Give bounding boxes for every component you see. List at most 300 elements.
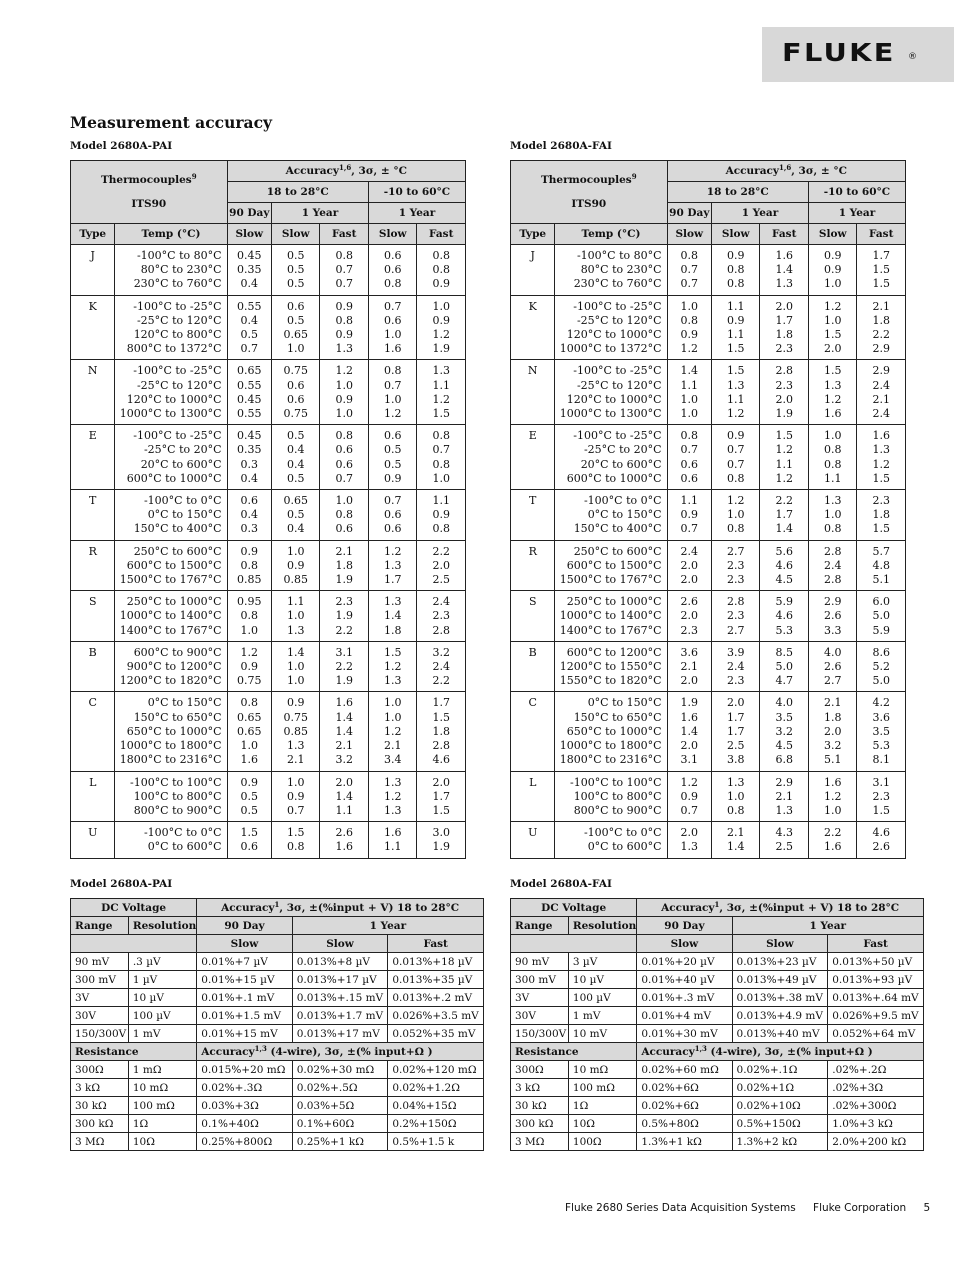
accuracy-value: 2.2 bbox=[335, 660, 353, 674]
accuracy-value: 1.7 bbox=[383, 573, 402, 587]
accuracy-values bbox=[417, 425, 466, 490]
accuracy-value: 1.9 bbox=[335, 573, 353, 587]
accuracy-value: 1.1 bbox=[432, 494, 450, 508]
accuracy-value: 1.7 bbox=[432, 696, 450, 710]
accuracy-units: , 3σ, ± °C bbox=[791, 165, 847, 177]
accuracy-values bbox=[760, 822, 808, 858]
accuracy-value: 1.0 bbox=[680, 392, 699, 406]
accuracy-values bbox=[417, 360, 466, 425]
thermocouple-type: U bbox=[511, 822, 555, 858]
accuracy-values bbox=[417, 692, 466, 771]
accuracy-value: 4.8 bbox=[872, 558, 890, 572]
table-row bbox=[511, 1007, 924, 1025]
accuracy-value: 1.0 bbox=[286, 544, 305, 558]
accuracy-value: 0.85 bbox=[283, 724, 308, 738]
accuracy-values bbox=[417, 822, 466, 858]
accuracy-values bbox=[712, 692, 760, 771]
accuracy-value: 0.8 bbox=[680, 313, 699, 327]
accuracy-value: 0.8 bbox=[432, 249, 450, 262]
table-cell: 0.013%+50 µV bbox=[828, 953, 924, 971]
footnote-ref: 9 bbox=[631, 172, 637, 181]
table-cell: 100 µV bbox=[128, 1007, 196, 1025]
accuracy-value: 2.0 bbox=[823, 342, 842, 356]
accuracy-value: 2.3 bbox=[335, 595, 353, 609]
accuracy-value: 3.8 bbox=[726, 753, 745, 767]
accuracy-values bbox=[227, 295, 271, 360]
table-cell: 0.01%+15 µV bbox=[197, 971, 292, 989]
accuracy-value: 1.3 bbox=[680, 840, 699, 854]
accuracy-value: 1.0 bbox=[383, 392, 402, 406]
range-header-minus10-60: -10 to 60°C bbox=[808, 182, 905, 203]
accuracy-value: 0.8 bbox=[335, 313, 353, 327]
thermocouple-type: N bbox=[511, 360, 555, 425]
accuracy-value: 0.8 bbox=[726, 471, 745, 485]
temp-range: 150°C to 650°C bbox=[133, 710, 222, 724]
accuracy-value: 0.3 bbox=[240, 522, 259, 536]
table-cell: 0.02%+6Ω bbox=[637, 1079, 732, 1097]
column-fast: Fast bbox=[760, 224, 808, 245]
accuracy-values bbox=[760, 540, 808, 591]
temp-ranges bbox=[115, 490, 227, 541]
dc-resistance-accuracy-table bbox=[510, 898, 924, 1151]
accuracy-value: 3.5 bbox=[872, 724, 890, 738]
accuracy-value: 2.8 bbox=[823, 544, 842, 558]
accuracy-value: 5.9 bbox=[872, 623, 890, 637]
footnote-ref: 1 bbox=[274, 899, 280, 909]
accuracy-values bbox=[667, 692, 711, 771]
accuracy-value: 0.8 bbox=[823, 457, 842, 471]
accuracy-value: 0.8 bbox=[726, 263, 745, 277]
accuracy-value: 0.4 bbox=[286, 443, 305, 457]
table-cell: .02%+300Ω bbox=[828, 1097, 924, 1115]
accuracy-header bbox=[667, 161, 905, 182]
temp-range: -100°C to 0°C bbox=[583, 826, 662, 840]
accuracy-value: 1.8 bbox=[335, 558, 353, 572]
resistance-header: Resistance bbox=[71, 1043, 197, 1061]
accuracy-value: 4.6 bbox=[775, 558, 793, 572]
temp-range: -100°C to 80°C bbox=[576, 249, 662, 262]
temp-range: 80°C to 230°C bbox=[140, 263, 222, 277]
accuracy-value: 1.6 bbox=[823, 840, 842, 854]
registered-mark: ® bbox=[908, 52, 917, 62]
accuracy-value: 2.1 bbox=[823, 696, 842, 710]
accuracy-value: 1.3 bbox=[823, 378, 842, 392]
accuracy-value: 1.3 bbox=[823, 494, 842, 508]
table-row bbox=[71, 591, 466, 642]
accuracy-value: 1.0 bbox=[383, 696, 402, 710]
accuracy-value: 2.5 bbox=[432, 573, 450, 587]
accuracy-value: 1.1 bbox=[775, 457, 793, 471]
accuracy-values bbox=[320, 540, 368, 591]
table-cell: 0.052%+64 mV bbox=[828, 1025, 924, 1043]
accuracy-value: 2.6 bbox=[335, 826, 353, 840]
accuracy-value: 0.5 bbox=[240, 789, 259, 803]
table-cell: 300 kΩ bbox=[71, 1115, 129, 1133]
accuracy-value: 1.5 bbox=[872, 803, 890, 817]
table-cell: 100 mΩ bbox=[568, 1079, 636, 1097]
table-cell: 0.013%+23 µV bbox=[732, 953, 828, 971]
accuracy-values bbox=[417, 245, 466, 296]
accuracy-value: 0.6 bbox=[383, 508, 402, 522]
table-cell: 0.013%+4.9 mV bbox=[732, 1007, 828, 1025]
footnote-ref: 1,6 bbox=[339, 163, 352, 172]
column-slow: Slow bbox=[368, 224, 416, 245]
accuracy-value: 2.6 bbox=[823, 609, 842, 623]
table-cell: 150/300V bbox=[511, 1025, 569, 1043]
accuracy-value: 0.8 bbox=[240, 558, 259, 572]
accuracy-value: 1.0 bbox=[823, 277, 842, 291]
accuracy-value: 0.7 bbox=[335, 277, 353, 291]
temp-ranges bbox=[555, 771, 667, 822]
table-cell: 0.03%+3Ω bbox=[197, 1097, 292, 1115]
dc-voltage-header: DC Voltage bbox=[511, 899, 637, 917]
accuracy-values bbox=[272, 540, 320, 591]
table-cell: 0.5%+80Ω bbox=[637, 1115, 732, 1133]
accuracy-value: 2.0 bbox=[680, 674, 699, 688]
table-cell: 0.01%+1.5 mV bbox=[197, 1007, 292, 1025]
accuracy-label: Accuracy bbox=[221, 901, 275, 914]
temp-range: 1000°C to 1800°C bbox=[559, 739, 662, 753]
table-cell: 0.01%+.1 mV bbox=[197, 989, 292, 1007]
range-header-minus10-60: -10 to 60°C bbox=[368, 182, 465, 203]
accuracy-value: 0.4 bbox=[240, 508, 259, 522]
accuracy-value: 1.5 bbox=[383, 645, 402, 659]
table-row bbox=[511, 953, 924, 971]
accuracy-value: 1.2 bbox=[680, 775, 699, 789]
accuracy-value: 1.4 bbox=[775, 522, 793, 536]
thermocouple-type: S bbox=[511, 591, 555, 642]
thermocouple-header bbox=[71, 161, 228, 224]
accuracy-value: 0.7 bbox=[383, 494, 402, 508]
accuracy-value: 1.0 bbox=[680, 299, 699, 313]
table-row bbox=[71, 989, 484, 1007]
table-row bbox=[71, 1115, 484, 1133]
accuracy-value: 3.6 bbox=[680, 645, 699, 659]
temp-ranges bbox=[115, 641, 227, 692]
range-header-18-28: 18 to 28°C bbox=[227, 182, 368, 203]
accuracy-values bbox=[857, 641, 906, 692]
table-cell: 0.013%+18 µV bbox=[388, 953, 484, 971]
temp-ranges bbox=[115, 425, 227, 490]
table-row bbox=[71, 971, 484, 989]
accuracy-values bbox=[227, 692, 271, 771]
table-row bbox=[511, 822, 906, 858]
accuracy-value: 1.1 bbox=[383, 840, 402, 854]
accuracy-value: 1.3 bbox=[872, 443, 890, 457]
temp-range: 1000°C to 1400°C bbox=[119, 609, 222, 623]
accuracy-value: 1.3 bbox=[775, 803, 793, 817]
table-cell: 0.02%+120 mΩ bbox=[388, 1061, 484, 1079]
table-cell: 30 kΩ bbox=[71, 1097, 129, 1115]
temp-ranges bbox=[555, 822, 667, 858]
accuracy-value: 2.9 bbox=[775, 775, 793, 789]
temp-range: 0°C to 600°C bbox=[147, 840, 222, 854]
table-row bbox=[71, 295, 466, 360]
table-cell: 0.1%+60Ω bbox=[292, 1115, 388, 1133]
accuracy-values bbox=[368, 591, 416, 642]
temp-range: 1400°C to 1767°C bbox=[559, 623, 662, 637]
accuracy-value: 1.2 bbox=[383, 660, 402, 674]
temp-range: 100°C to 800°C bbox=[133, 789, 222, 803]
column-range: Range bbox=[511, 917, 569, 935]
table-cell: 0.01%+40 µV bbox=[637, 971, 732, 989]
table-row bbox=[511, 1133, 924, 1151]
temp-range: 900°C to 1200°C bbox=[126, 660, 222, 674]
accuracy-values bbox=[857, 692, 906, 771]
accuracy-values bbox=[857, 771, 906, 822]
accuracy-value: 2.4 bbox=[432, 660, 450, 674]
temp-range: 100°C to 800°C bbox=[573, 789, 662, 803]
model-label: Model 2680A-PAI bbox=[70, 140, 173, 152]
accuracy-value: 3.2 bbox=[335, 753, 353, 767]
accuracy-value: 0.6 bbox=[383, 429, 402, 443]
temp-range: -100°C to -25°C bbox=[573, 364, 662, 378]
period-90-day: 90 Day bbox=[667, 203, 711, 224]
thermocouple-accuracy-table bbox=[70, 160, 466, 859]
accuracy-value: 3.1 bbox=[872, 775, 890, 789]
table-cell: 0.013%+49 µV bbox=[732, 971, 828, 989]
accuracy-value: 1.2 bbox=[775, 471, 793, 485]
table-cell: 0.5%+1.5 k bbox=[388, 1133, 484, 1151]
temp-range: 800°C to 900°C bbox=[573, 803, 662, 817]
table-row bbox=[71, 540, 466, 591]
accuracy-value: 0.9 bbox=[680, 789, 699, 803]
table-cell: 10 mV bbox=[568, 1025, 636, 1043]
accuracy-value: 2.2 bbox=[872, 328, 890, 342]
accuracy-value: 1.6 bbox=[240, 753, 259, 767]
accuracy-values bbox=[272, 641, 320, 692]
accuracy-value: 0.8 bbox=[432, 263, 450, 277]
accuracy-value: 1.6 bbox=[823, 775, 842, 789]
table-cell: 30 kΩ bbox=[511, 1097, 569, 1115]
accuracy-value: 1.1 bbox=[680, 378, 699, 392]
accuracy-value: 0.9 bbox=[335, 328, 353, 342]
table-row bbox=[511, 540, 906, 591]
column-slow: Slow bbox=[712, 224, 760, 245]
accuracy-value: 2.5 bbox=[775, 840, 793, 854]
accuracy-value: 5.1 bbox=[872, 573, 890, 587]
accuracy-value: 0.7 bbox=[240, 342, 259, 356]
temp-range: -100°C to -25°C bbox=[133, 429, 222, 443]
temp-range: 150°C to 650°C bbox=[573, 710, 662, 724]
temp-range: 120°C to 800°C bbox=[133, 328, 222, 342]
accuracy-value: 1.2 bbox=[383, 544, 402, 558]
accuracy-value: 1.2 bbox=[680, 342, 699, 356]
accuracy-value: 4.7 bbox=[775, 674, 793, 688]
period-1-year: 1 Year bbox=[732, 917, 923, 935]
accuracy-values bbox=[227, 822, 271, 858]
accuracy-value: 0.9 bbox=[726, 429, 745, 443]
temp-range: 1800°C to 2316°C bbox=[119, 753, 222, 767]
temp-range: 250°C to 600°C bbox=[573, 544, 662, 558]
accuracy-value: 1.0 bbox=[823, 429, 842, 443]
accuracy-value: 3.2 bbox=[775, 724, 793, 738]
accuracy-values bbox=[808, 360, 856, 425]
accuracy-value: 2.4 bbox=[823, 558, 842, 572]
temp-range: 150°C to 400°C bbox=[133, 522, 222, 536]
accuracy-value: 0.4 bbox=[286, 457, 305, 471]
temp-ranges bbox=[555, 692, 667, 771]
accuracy-value: 2.0 bbox=[680, 739, 699, 753]
temp-range: 0°C to 150°C bbox=[147, 508, 222, 522]
accuracy-value: 0.5 bbox=[383, 443, 402, 457]
period-90-day: 90 Day bbox=[227, 203, 271, 224]
accuracy-value: 2.0 bbox=[432, 558, 450, 572]
thermocouple-label: Thermocouples bbox=[540, 174, 632, 186]
table-cell: 100 µV bbox=[568, 989, 636, 1007]
column-slow: Slow bbox=[637, 935, 732, 953]
temp-range: 120°C to 1000°C bbox=[566, 328, 662, 342]
table-cell: 0.02%+.1Ω bbox=[732, 1061, 828, 1079]
thermocouple-type: L bbox=[71, 771, 115, 822]
thermocouple-header bbox=[511, 161, 668, 224]
accuracy-value: 0.35 bbox=[237, 443, 262, 457]
accuracy-value: 1.2 bbox=[383, 407, 402, 421]
accuracy-values bbox=[368, 295, 416, 360]
table-cell: 150/300V bbox=[71, 1025, 129, 1043]
accuracy-value: 1.5 bbox=[432, 803, 450, 817]
temp-range: 250°C to 1000°C bbox=[566, 595, 662, 609]
accuracy-value: 0.8 bbox=[823, 522, 842, 536]
temp-range: -100°C to 100°C bbox=[129, 775, 222, 789]
temp-range: 600°C to 1500°C bbox=[566, 558, 662, 572]
accuracy-value: 5.3 bbox=[775, 623, 793, 637]
accuracy-value: 4.6 bbox=[775, 609, 793, 623]
accuracy-value: 4.6 bbox=[872, 826, 890, 840]
accuracy-value: 2.3 bbox=[775, 342, 793, 356]
table-cell: 0.01%+30 mV bbox=[637, 1025, 732, 1043]
table-row bbox=[71, 692, 466, 771]
accuracy-value: 2.9 bbox=[872, 342, 890, 356]
accuracy-value: 0.6 bbox=[383, 313, 402, 327]
accuracy-value: 0.45 bbox=[237, 429, 262, 443]
accuracy-value: 0.6 bbox=[286, 378, 305, 392]
thermocouple-type: N bbox=[71, 360, 115, 425]
accuracy-value: 0.7 bbox=[335, 471, 353, 485]
section-title: Measurement accuracy bbox=[70, 113, 273, 132]
table-row bbox=[71, 425, 466, 490]
table-cell: 0.04%+15Ω bbox=[388, 1097, 484, 1115]
column-slow: Slow bbox=[227, 224, 271, 245]
accuracy-value: 0.8 bbox=[823, 443, 842, 457]
column-type: Type bbox=[511, 224, 555, 245]
table-cell: 0.013%+.64 mV bbox=[828, 989, 924, 1007]
accuracy-values bbox=[808, 245, 856, 296]
table-cell: 0.013%+35 µV bbox=[388, 971, 484, 989]
accuracy-values bbox=[808, 490, 856, 541]
table-cell: 1.0%+3 kΩ bbox=[828, 1115, 924, 1133]
accuracy-value: 3.2 bbox=[823, 739, 842, 753]
temp-range: -25°C to 120°C bbox=[576, 313, 662, 327]
temp-range: -100°C to -25°C bbox=[573, 429, 662, 443]
temp-ranges bbox=[555, 245, 667, 296]
temp-range: -100°C to 0°C bbox=[143, 494, 222, 508]
accuracy-value: 0.4 bbox=[240, 313, 259, 327]
accuracy-value: 0.7 bbox=[680, 803, 699, 817]
accuracy-value: 1.0 bbox=[335, 494, 353, 508]
accuracy-value: 1.0 bbox=[286, 674, 305, 688]
accuracy-value: 1.5 bbox=[872, 277, 890, 291]
accuracy-value: 0.9 bbox=[286, 789, 305, 803]
accuracy-value: 0.8 bbox=[240, 696, 259, 710]
accuracy-value: 2.8 bbox=[432, 739, 450, 753]
accuracy-value: 1.5 bbox=[240, 826, 259, 840]
accuracy-value: 1.0 bbox=[383, 328, 402, 342]
accuracy-values bbox=[320, 822, 368, 858]
temp-range: 1500°C to 1767°C bbox=[119, 573, 222, 587]
column-fast: Fast bbox=[828, 935, 924, 953]
accuracy-value: 2.9 bbox=[872, 364, 890, 378]
temp-range: 230°C to 760°C bbox=[133, 277, 222, 291]
thermocouple-type: E bbox=[71, 425, 115, 490]
accuracy-value: 1.3 bbox=[383, 595, 402, 609]
accuracy-value: 0.55 bbox=[237, 407, 262, 421]
accuracy-value: 0.9 bbox=[432, 277, 450, 291]
accuracy-value: 1.1 bbox=[432, 378, 450, 392]
table-cell: 0.01%+20 µV bbox=[637, 953, 732, 971]
accuracy-value: 0.5 bbox=[240, 803, 259, 817]
column-fast: Fast bbox=[417, 224, 466, 245]
accuracy-values bbox=[320, 771, 368, 822]
accuracy-value: 2.8 bbox=[432, 623, 450, 637]
accuracy-value: 2.4 bbox=[726, 660, 745, 674]
column-temp: Temp (°C) bbox=[555, 224, 667, 245]
accuracy-values bbox=[712, 360, 760, 425]
accuracy-value: 0.7 bbox=[383, 299, 402, 313]
accuracy-value: 1.0 bbox=[432, 299, 450, 313]
accuracy-value: 0.8 bbox=[432, 457, 450, 471]
column-slow: Slow bbox=[732, 935, 828, 953]
accuracy-value: 1.0 bbox=[680, 407, 699, 421]
table-cell: .02%+.2Ω bbox=[828, 1061, 924, 1079]
table-cell: 1 mV bbox=[568, 1007, 636, 1025]
accuracy-value: 1.2 bbox=[335, 364, 353, 378]
accuracy-value: 5.2 bbox=[872, 660, 890, 674]
accuracy-value: 1.6 bbox=[775, 249, 793, 262]
accuracy-value: 2.1 bbox=[335, 544, 353, 558]
accuracy-value: 0.75 bbox=[283, 407, 308, 421]
table-cell: 0.013%+17 µV bbox=[292, 971, 388, 989]
table-row bbox=[71, 953, 484, 971]
table-cell: 0.013%+17 mV bbox=[292, 1025, 388, 1043]
thermocouple-type: R bbox=[71, 540, 115, 591]
table-cell: 3 kΩ bbox=[71, 1079, 129, 1097]
temp-range: 1550°C to 1820°C bbox=[559, 674, 662, 688]
temp-range: -100°C to 100°C bbox=[569, 775, 662, 789]
footer-doc-title: Fluke 2680 Series Data Acquisition Systems bbox=[565, 1202, 796, 1214]
dc-resistance-accuracy-table bbox=[70, 898, 484, 1151]
accuracy-values bbox=[272, 295, 320, 360]
accuracy-values bbox=[712, 490, 760, 541]
model-label: Model 2680A-PAI bbox=[70, 878, 173, 890]
accuracy-value: 2.2 bbox=[823, 826, 842, 840]
accuracy-value: 1.3 bbox=[383, 775, 402, 789]
table-cell: 0.01%+4 mV bbox=[637, 1007, 732, 1025]
accuracy-values bbox=[760, 425, 808, 490]
accuracy-value: 0.9 bbox=[335, 299, 353, 313]
period-1-year: 1 Year bbox=[712, 203, 809, 224]
accuracy-values bbox=[227, 425, 271, 490]
period-90-day: 90 Day bbox=[197, 917, 292, 935]
model-label: Model 2680A-FAI bbox=[510, 878, 612, 890]
temp-ranges bbox=[555, 540, 667, 591]
table-cell: 0.01%+7 µV bbox=[197, 953, 292, 971]
table-row bbox=[511, 1079, 924, 1097]
temp-range: 600°C to 1500°C bbox=[126, 558, 222, 572]
accuracy-values bbox=[667, 641, 711, 692]
table-row bbox=[511, 425, 906, 490]
accuracy-value: 0.7 bbox=[680, 522, 699, 536]
